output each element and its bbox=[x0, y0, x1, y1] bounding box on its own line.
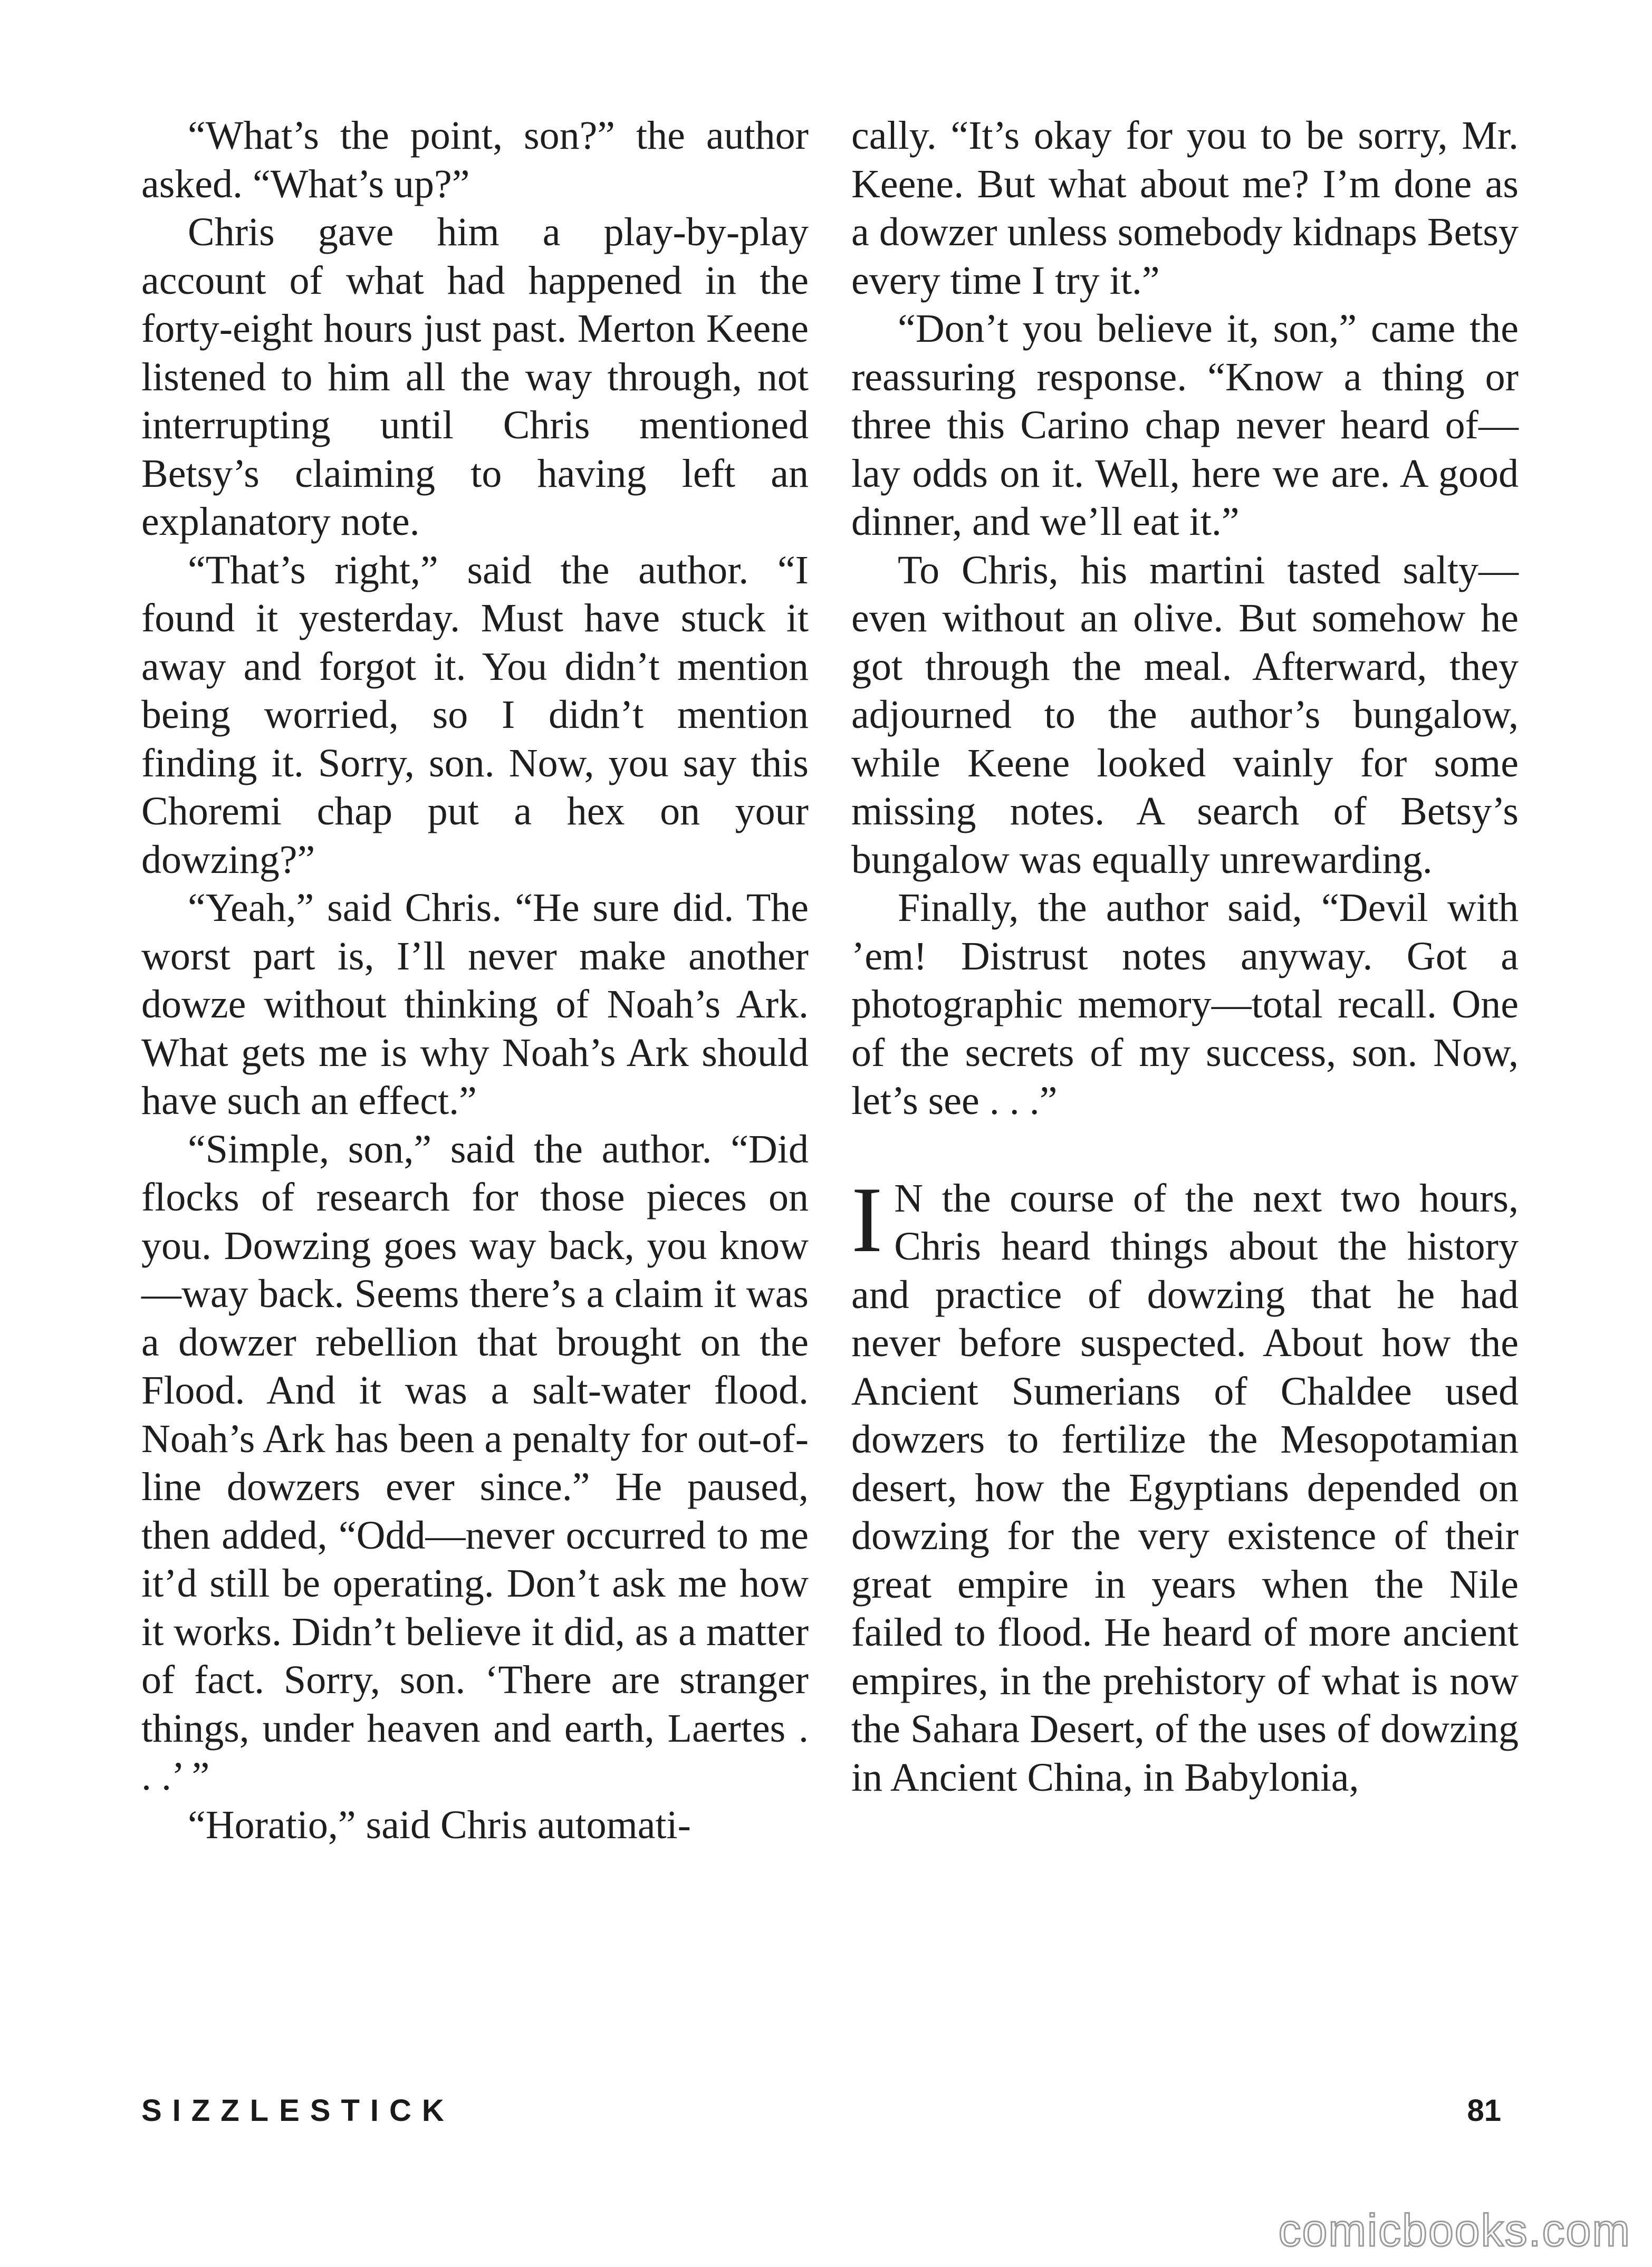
section-text: N the course of the next two hours, Chris heard things about the history and practice of dowzing that he had never before suspected. About how the Ancient Sumerians of Chaldee used dowzers to fertilize the Mesopotamian desert, how the Egyptians depended on dowzing for the very existence of their great empire in years when the Nile failed to flood. He heard of more ancient empires, in the prehistory of what is now the Sahara Desert, of the uses of dowzing in Ancient China, in Babylonia, bbox=[851, 1176, 1519, 1800]
paragraph: Finally, the author said, “Devil with ’em! Distrust notes anyway. Got a photographic memory—total recall. One of the secrets of my success, son. Now, let’s see . . .” bbox=[851, 886, 1519, 1123]
running-title: SIZZLESTICK bbox=[141, 2093, 455, 2128]
paragraph: Chris gave him a play-by-play account of what had happened in the forty-eight hours just past. Merton Keene listened to him all the way through, not interrupting until Chris mentioned Betsy’s claiming to having left an explanatory note. bbox=[141, 210, 809, 544]
drop-cap: I bbox=[851, 1167, 883, 1272]
paragraph: “That’s right,” said the author. “I found it yesterday. Must have stuck it away and forgot it. You didn’t mention being worried, so I didn’t mention finding it. Sorry, son. Now, you say this Choremi chap put a hex on your dowzing?” bbox=[141, 547, 809, 882]
right-column bbox=[851, 112, 1519, 1802]
paragraph: “What’s the point, son?” the author asked. “What’s up?” bbox=[141, 113, 809, 206]
section-paragraph bbox=[851, 1167, 1519, 1802]
watermark-logo: comicbooks.com bbox=[1278, 2205, 1631, 2256]
paragraph: “Don’t you believe it, son,” came the reassuring response. “Know a thing or three this Carino chap never heard of—lay odds on it. Well, here we are. A good dinner, and we’ll eat it.” bbox=[851, 306, 1519, 544]
paragraph: cally. “It’s okay for you to be sorry, Mr. Keene. But what about me? I’m done as a dowzer unless somebody kidnaps Betsy every time I try it.” bbox=[851, 113, 1519, 303]
page-number: 81 bbox=[1467, 2093, 1501, 2128]
paragraph: “Yeah,” said Chris. “He sure did. The worst part is, I’ll never make another dowze without thinking of Noah’s Ark. What gets me is why Noah’s Ark should have such an effect.” bbox=[141, 886, 809, 1123]
paragraph: “Horatio,” said Chris automati- bbox=[188, 1802, 691, 1847]
left-column bbox=[141, 112, 809, 1849]
paragraph: “Simple, son,” said the author. “Did flocks of research for those pieces on you. Dowzing goes way back, you know—way back. Seems there’s a claim it was a dowzer rebellion that brought on the Flood. And it was a salt-water flood. Noah’s Ark has been a penalty for out-of-line dowzers ever since.” He paused, then added, “Odd—never occurred to me it’d still be operating. Don’t ask me how it works. Didn’t believe it did, as a matter of fact. Sorry, son. ‘There are stranger things, under heaven and earth, Laertes . . .’ ” bbox=[141, 1127, 809, 1799]
paragraph: To Chris, his martini tasted salty—even without an olive. But somehow he got through the meal. Afterward, they adjourned to the author’s bungalow, while Keene looked vainly for some missing notes. A search of Betsy’s bungalow was equally unrewarding. bbox=[851, 547, 1519, 882]
